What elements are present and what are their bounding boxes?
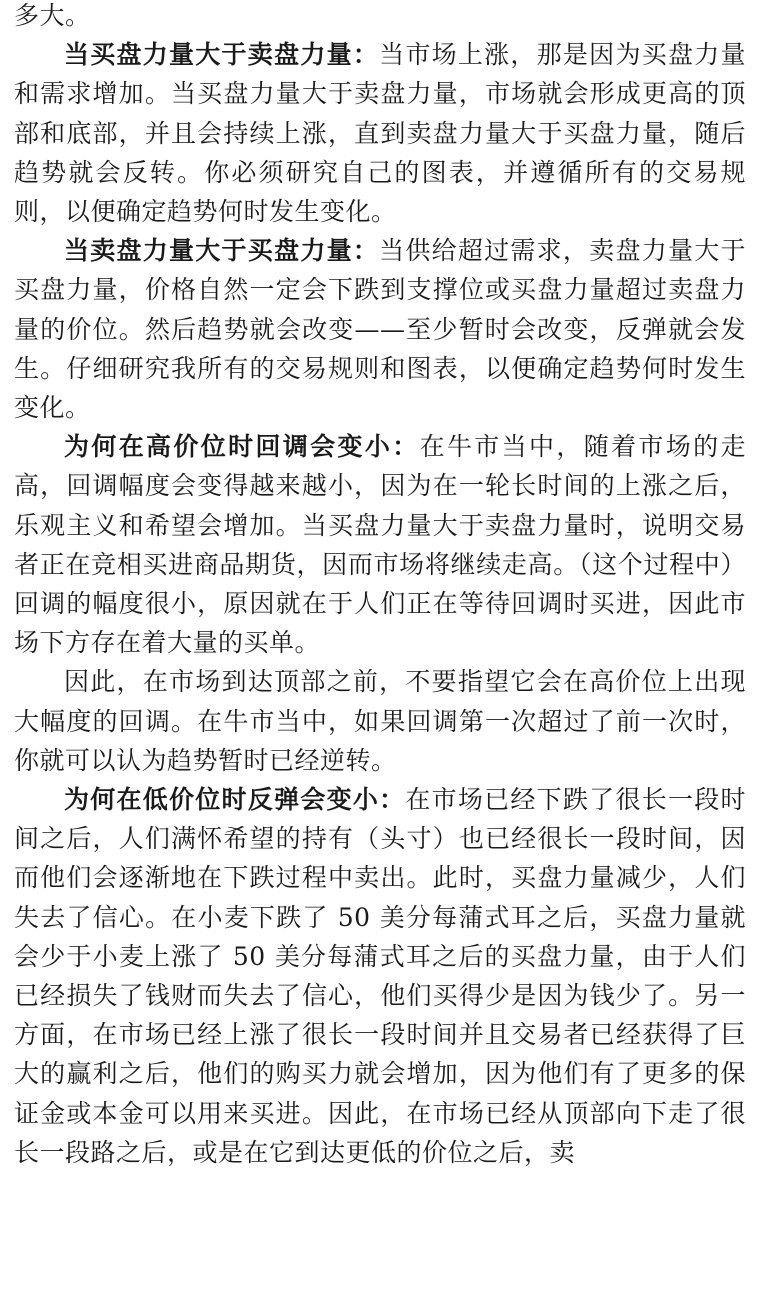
section-heading: 为何在高价位时回调会变小： [64, 432, 420, 462]
continuation-text: 多大。 [14, 1, 91, 30]
section-body: 因此，在市场到达顶部之前，不要指望它会在高价位上出现大幅度的回调。在牛市当中，如果回调第一次超过了前一次时，你就可以认为趋势暂时已经逆转。 [14, 667, 746, 775]
section-body: 当供给超过需求，卖盘力量大于买盘力量，价格自然一定会下跌到支撑位或买盘力量超过卖盘力量的价位。然后趋势就会改变——至少暂时会改变，反弹就会发生。仔细研究我所有的交易规则和图表，以便确定趋势何时发生变化。 [14, 236, 746, 423]
paragraph-low-price-rallies [14, 780, 746, 1172]
section-body: 当市场上涨，那是因为买盘力量和需求增加。当买盘力量大于卖盘力量，市场就会形成更高的顶部和底部，并且会持续上涨，直到卖盘力量大于买盘力量，随后趋势就会反转。你必须研究自己的图表，并遵循所有的交易规则，以便确定趋势何时发生变化。 [14, 40, 746, 227]
paragraph-selling-power [14, 231, 746, 427]
section-body: 在牛市当中，随着市场的走高，回调幅度会变得越来越小，因为在一轮长时间的上涨之后，乐观主义和希望会增加。当买盘力量大于卖盘力量时，说明交易者正在竞相买进商品期货，因而市场将继续走高。（这个过程中）回调的幅度很小，原因就在于人们正在等待回调时买进，因此市场下方存在着大量的买单。 [14, 432, 746, 658]
paragraph-high-price-reactions [14, 427, 746, 662]
section-heading: 当买盘力量大于卖盘力量： [64, 40, 380, 70]
paragraph-therefore [14, 662, 746, 780]
paragraph-continuation [14, 0, 746, 35]
section-heading: 当卖盘力量大于买盘力量： [64, 236, 380, 266]
section-body: 在市场已经下跌了很长一段时间之后，人们满怀希望的持有（头寸）也已经很长一段时间，因而他们会逐渐地在下跌过程中卖出。此时，买盘力量减少，人们失去了信心。在小麦下跌了 50 美分每蒲式耳之后，买盘力量就会少于小麦上涨了 50 美分每蒲式耳之后的买盘力量，由于人们已经损失了钱财而失去了信心，他们买得少是因为钱少了。另一方面，在市场已经上涨了很长一段时间并且交易者已经获得了巨大的赢利之后，他们的购买力就会增加，因为他们有了更多的保证金或本金可以用来买进。因此，在市场已经从顶部向下走了很长一段路之后，或是在它到达更低的价位之后，卖 [14, 785, 746, 1167]
section-heading: 为何在低价位时反弹会变小： [64, 785, 406, 815]
paragraph-buying-power [14, 35, 746, 231]
